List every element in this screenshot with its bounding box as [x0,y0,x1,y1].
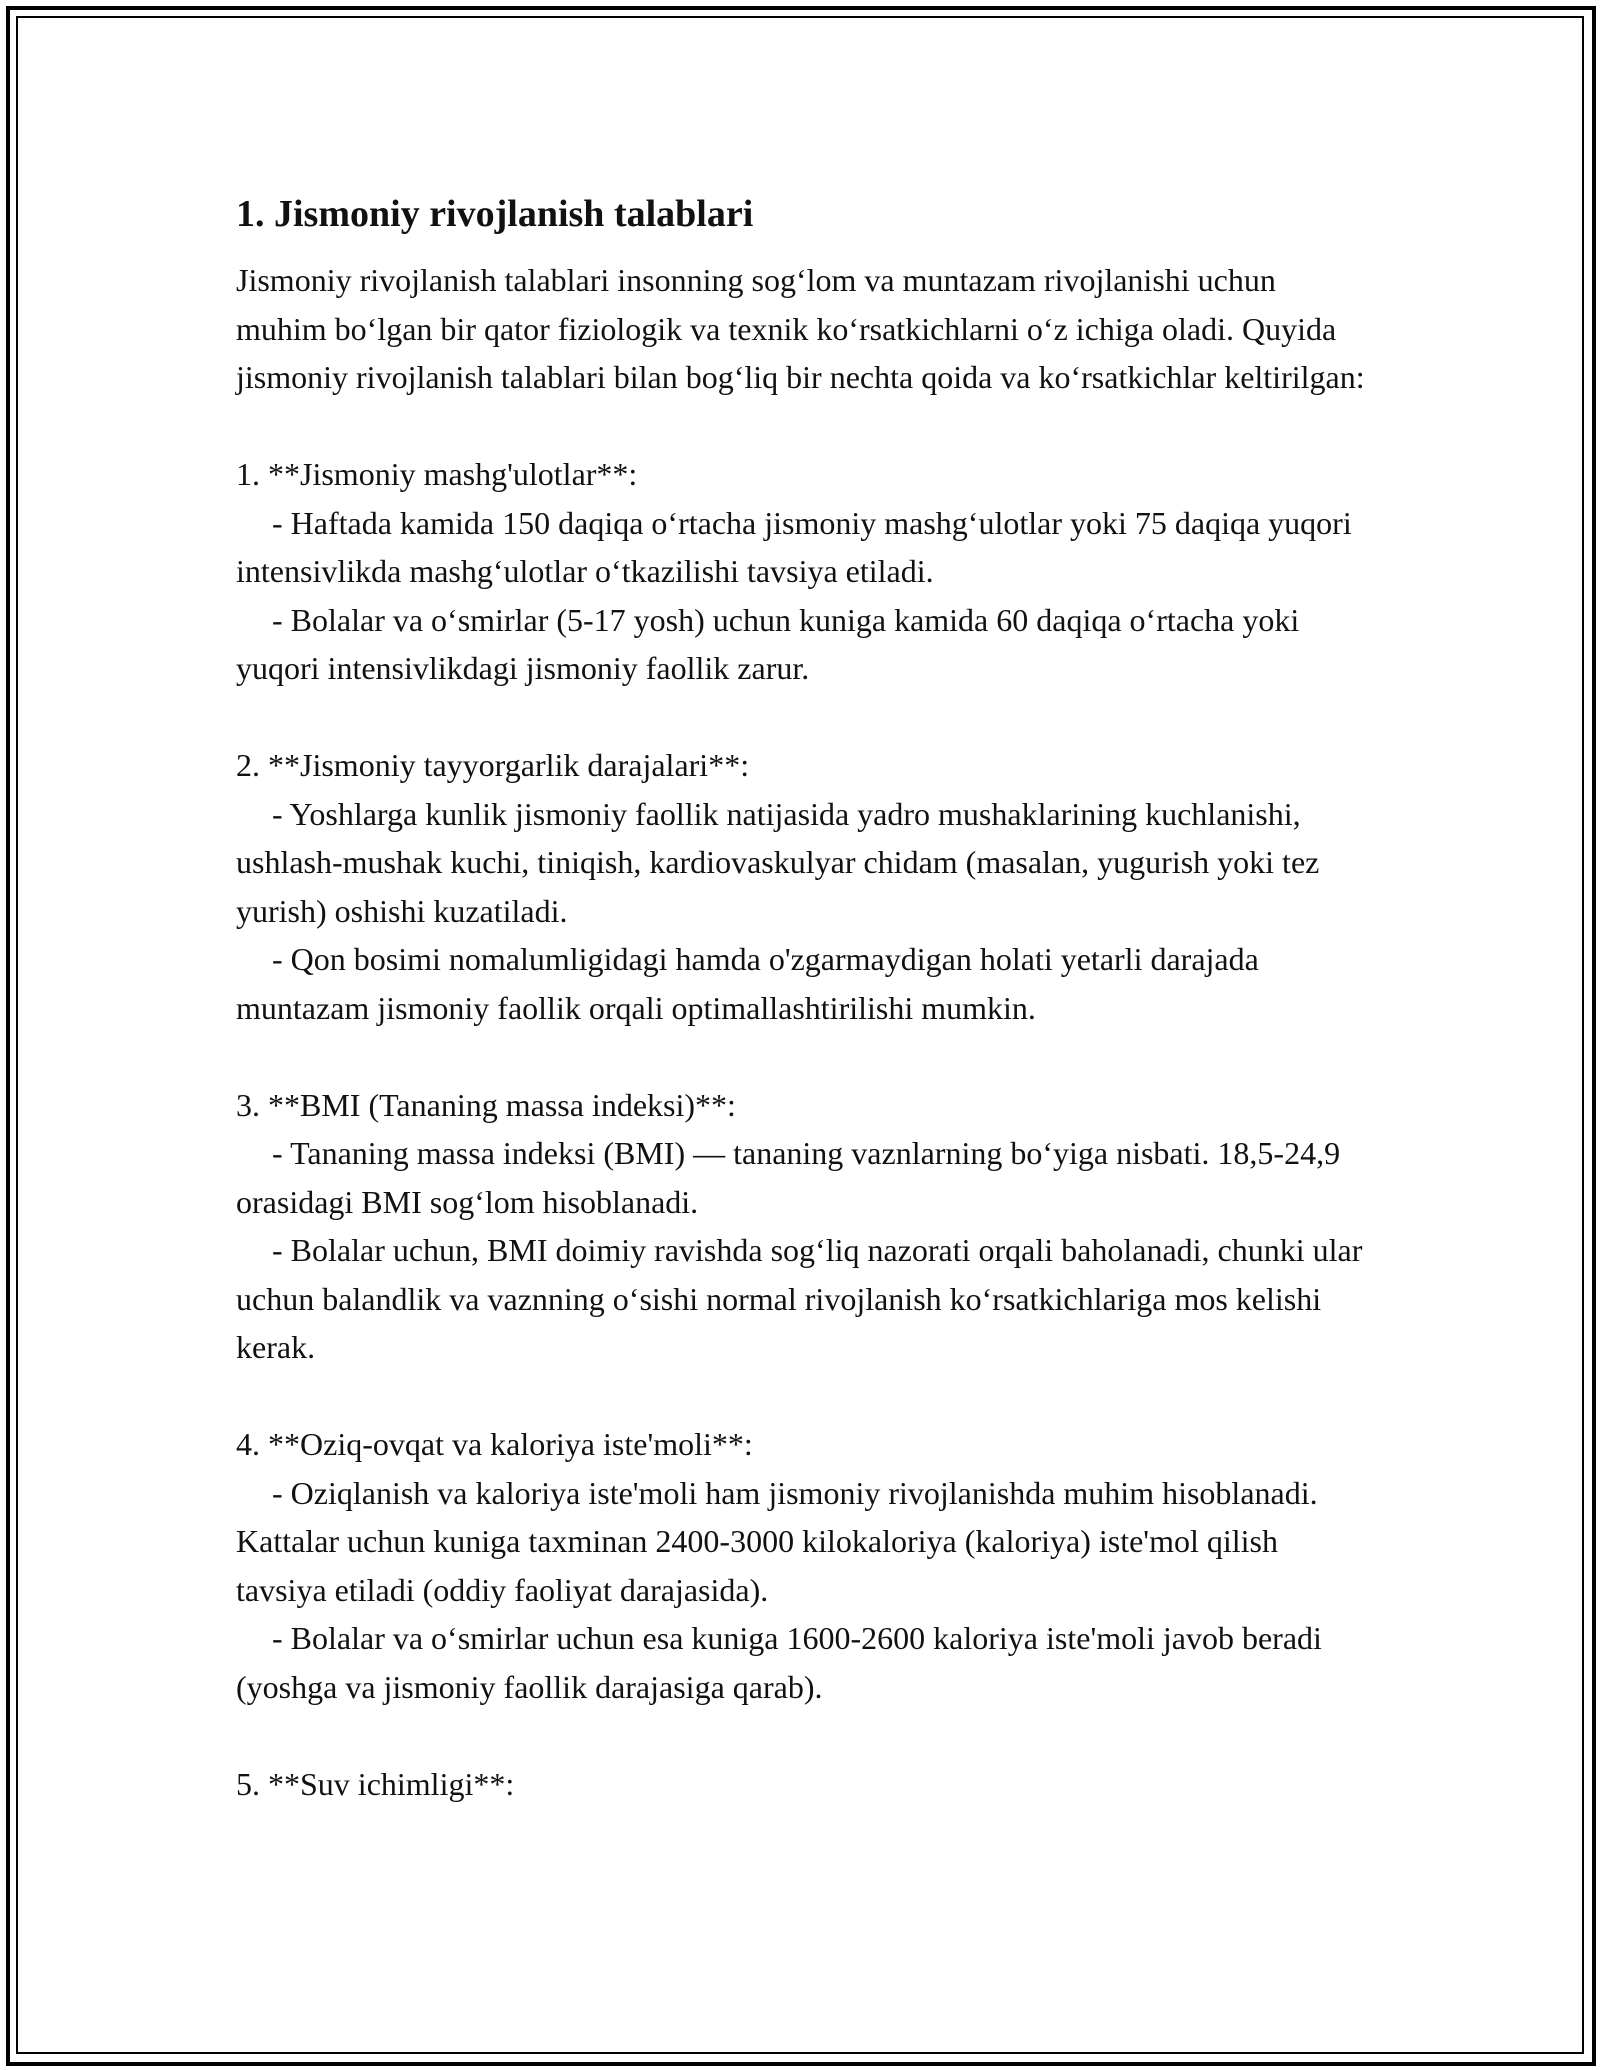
bullet-item: - Oziqlanish va kaloriya iste'moli ham jismoniy rivojlanishda muhim hisoblanadi. Kattalar uchun kuniga taxminan 2400-3000 kilokaloriya (kaloriya) iste'mol qilish tavsiya etiladi (oddiy faoliyat darajasida). [236,1474,1318,1608]
section-heading: 1. **Jismoniy mashg'ulotlar**: [236,456,638,492]
bullet-item: - Tananing massa indeksi (BMI) — tananing vaznlarning bo‘yiga nisbati. 18,5-24,9 orasidagi BMI sog‘lom hisoblanadi. [236,1135,1341,1220]
bullet-item: - Bolalar va o‘smirlar uchun esa kuniga 1600-2600 kaloriya iste'moli javob beradi (yoshga va jismoniy faollik darajasiga qarab). [236,1620,1322,1705]
bullet-item: - Haftada kamida 150 daqiqa o‘rtacha jismoniy mashg‘ulotlar yoki 75 daqiqa yuqori intensivlikda mashg‘ulotlar o‘tkazilishi tavsiya etiladi. [236,504,1352,589]
bullet-item: - Bolalar va o‘smirlar (5-17 yosh) uchun kuniga kamida 60 daqiqa o‘rtacha yoki yuqori intensivlikdagi jismoniy faollik zarur. [236,601,1300,686]
section-bmi [236,1081,1366,1372]
section-nutrition [236,1420,1366,1711]
bullet-item: - Qon bosimi nomalumligidagi hamda o'zgarmaydigan holati yetarli darajada muntazam jismoniy faollik orqali optimallashtirilishi mumkin. [236,941,1259,1026]
bullet-item: - Yoshlarga kunlik jismoniy faollik natijasida yadro mushaklarining kuchlanishi, ushlash-mushak kuchi, tiniqish, kardiovaskulyar chidam (masalan, yugurish yoki tez yurish) oshishi kuzatiladi. [236,795,1320,929]
section-physical-exercise [236,450,1366,693]
section-heading: 5. **Suv ichimligi**: [236,1765,515,1802]
section-heading: 3. **BMI (Tananing massa indeksi)**: [236,1086,736,1123]
section-heading: 4. **Oziq-ovqat va kaloriya iste'moli**: [236,1426,753,1462]
bullet-item: - Bolalar uchun, BMI doimiy ravishda sog‘liq nazorati orqali baholanadi, chunki ular uchun balandlik va vaznning o‘sishi normal rivojlanish ko‘rsatkichlariga mos kelishi kerak. [236,1232,1363,1365]
section-water-intake [236,1760,1366,1809]
section-heading: 2. **Jismoniy tayyorgarlik darajalari**: [236,747,750,783]
document-body [236,186,1366,1808]
document-title: 1. Jismoniy rivojlanish talablari [236,193,754,235]
section-fitness-levels [236,741,1366,1032]
intro-paragraph: Jismoniy rivojlanish talablari insonning sog‘lom va muntazam rivojlanishi uchun muhim bo‘lgan bir qator fiziologik va texnik ko‘rsatkichlarni o‘z ichiga oladi. Quyida jismoniy rivojlanish talablari bilan bog‘liq bir nechta qoida va ko‘rsatkichlar keltirilgan: [236,262,1365,395]
